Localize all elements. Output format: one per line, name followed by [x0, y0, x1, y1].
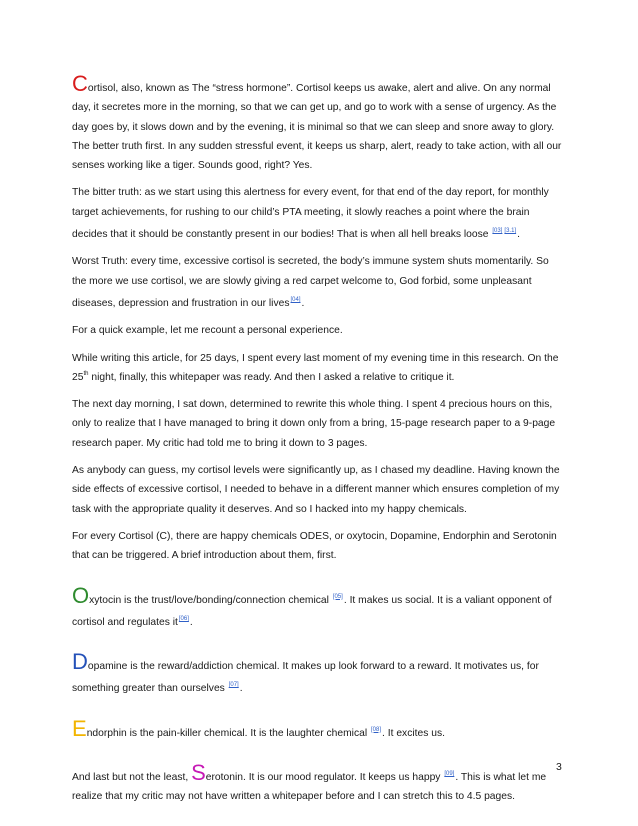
paragraph-next-day — [72, 395, 564, 453]
paragraph-example — [72, 321, 564, 340]
reference-link-05[interactable]: [05] — [332, 593, 343, 600]
paragraph-text: For every Cortisol (C), there are happy chemicals ODES, or oxytocin, Dopamine, Endorphin and Serotonin that can be triggered. A brief introduction about them, first. — [72, 530, 557, 562]
paragraph-text: As anybody can guess, my cortisol levels were significantly up, as I chased my deadline. Having known the side effects of excessive cortisol, I needed to behave in a different manner which ensures completion of my task with the appropriate quality it deserves. And so I hacked into my happy chemicals. — [72, 465, 560, 515]
paragraph-text: erotonin. It is our mood regulator. It keeps us happy — [205, 772, 441, 784]
paragraph-text: While writing this article, for 25 days, I spent every last moment of my evening time in this research. On the 25 — [72, 352, 559, 383]
ordinal-suffix: th — [83, 370, 89, 377]
paragraph-serotonin — [72, 760, 564, 807]
paragraph-text: The bitter truth: as we start using this alertness for every event, for that end of the day report, for monthly target achievements, for rushing to our child’s PTA meeting, it slowly reaches a point where the brain decides that it should be constantly present in our bodies! That is when all hell breaks loose — [72, 187, 549, 241]
paragraph-text: For a quick example, let me recount a personal experience. — [72, 325, 343, 337]
sentence-end: . It excites us. — [382, 727, 445, 739]
drop-initial-c: C — [72, 71, 88, 96]
sentence-end: . — [517, 229, 520, 241]
paragraph-cortisol-levels — [72, 461, 564, 519]
reference-link-08[interactable]: [08] — [371, 726, 382, 733]
paragraph-cortisol — [72, 71, 564, 175]
sentence-end: . — [189, 616, 193, 628]
reference-link-07[interactable]: [07] — [228, 682, 239, 689]
drop-initial-e: E — [72, 715, 87, 741]
paragraph-text: ortisol, also, known as The “stress hormone”. Cortisol keeps us awake, alert and alive. On any normal day, it secretes more in the morning, so that we can get up, and go to work with a sense of urgency. As the day goes by, it slows down and by the evening, it is minimal so that we can sleep and snore away to glory. The better truth first. In any sudden stressful event, it keeps us sharp, alert, ready to take action, with all our senses working like a tiger. Sounds good, right? Yes. — [72, 83, 562, 172]
reference-link-06[interactable]: [06] — [178, 615, 189, 622]
paragraph-oxytocin — [72, 582, 564, 633]
paragraph-text: And last but not the least, — [72, 772, 192, 784]
paragraph-text: night, finally, this whitepaper was ready. And then I asked a relative to critique it. — [88, 371, 455, 383]
paragraph-endorphin — [72, 715, 564, 743]
paragraph-text: The next day morning, I sat down, determined to rewrite this whole thing. I spent 4 precious hours on this, only to realize that I have managed to bring it down only from a bring, 15-page research paper to a 9-page research paper. My critic had told me to bring it down to 3 pages. — [72, 399, 556, 449]
paragraph-worst-truth — [72, 252, 564, 313]
reference-link-3-1[interactable]: [3.1] — [504, 228, 517, 235]
paragraph-writing — [72, 349, 564, 388]
paragraph-bitter-truth — [72, 183, 564, 244]
reference-link-04[interactable]: [04] — [290, 296, 301, 303]
reference-link-09[interactable]: [09] — [444, 771, 455, 778]
drop-initial-d: D — [72, 649, 88, 675]
reference-link-03[interactable]: [03] — [492, 228, 503, 235]
body-text — [72, 71, 564, 815]
paragraph-text: opamine is the reward/addiction chemical. It makes up look forward to a reward. It motivates us, for something greater than ourselves — [72, 661, 539, 695]
paragraph-text: xytocin is the trust/love/bonding/connection chemical — [89, 594, 329, 606]
paragraph-text: Worst Truth: every time, excessive cortisol is secreted, the body’s immune system shuts momentarily. So the more we use cortisol, we are slowly giving a red carpet welcome to, God forbid, some unpleasant diseases, depression and frustration in our lives — [72, 256, 549, 309]
drop-initial-o: O — [72, 582, 90, 608]
sentence-end: . — [239, 683, 243, 695]
drop-initial-s: S — [191, 760, 206, 786]
paragraph-dopamine — [72, 649, 564, 699]
paragraph-text: . It makes us social. It is a valiant opponent of cortisol and regulates it — [72, 594, 552, 628]
paragraph-text: . This is what let me realize that my critic may not have written a whitepaper before and I can stretch this to 4.5 pages. — [72, 772, 547, 803]
paragraph-text: ndorphin is the pain-killer chemical. It is the laughter chemical — [86, 727, 368, 739]
sentence-end: . — [301, 297, 305, 309]
paragraph-happy-chemicals — [72, 527, 564, 566]
page-number: 3 — [556, 761, 562, 773]
